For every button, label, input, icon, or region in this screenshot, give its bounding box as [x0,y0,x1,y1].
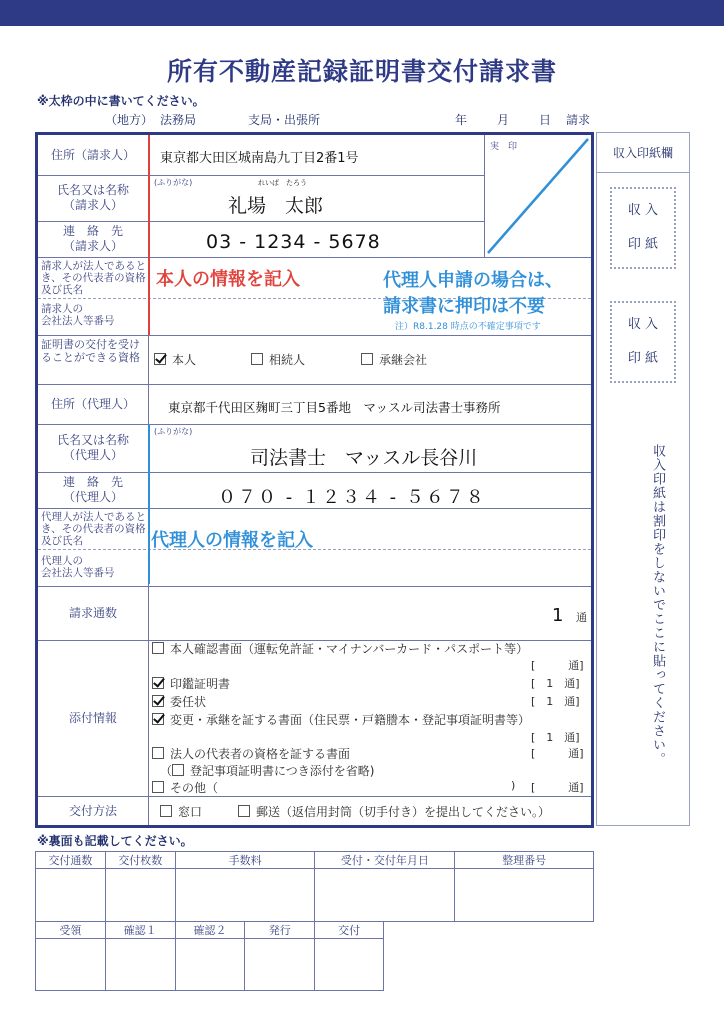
office-col-fee: 手数料 [175,852,315,869]
office-table-bottom [35,921,384,991]
top-color-bar [0,0,724,26]
office-col-received: 受領 [36,922,106,939]
copies-unit: 通 [576,611,587,624]
checkbox-icon[interactable] [152,677,164,689]
agent-annotation: 代理人の情報を記入 [151,530,313,551]
delivery-label: 交付方法 [68,804,117,818]
header-seikyu: 請求 [566,113,591,127]
requester-address-value[interactable]: 東京都大田区城南島九丁目2番1号 [160,151,359,166]
revenue-stamp-instruction: 収入印紙は割印をしないでここに貼ってください。 [650,444,665,766]
revenue-stamp-header: 収入印紙欄 [597,133,689,173]
attachment-change-count[interactable]: [ 1 通] [531,731,580,744]
header-day: 日 [539,113,552,127]
header-month: 月 [497,113,510,127]
agent-furigana-label: (ふりがな) [154,427,193,436]
back-note: ※裏面も記載してください。 [37,834,193,848]
agent-seal-note-line2: 請求書に押印は不要 [383,296,545,317]
agent-name-label: 氏名又は名称 （代理人） [56,433,129,462]
copies-label: 請求通数 [68,605,117,620]
checkbox-icon[interactable] [152,747,164,759]
requester-marker [148,135,150,335]
attachment-other-count[interactable]: [ 通] [531,781,584,794]
jitsuin-slash [484,135,591,257]
qualification-option-honnin[interactable]: 本人 [154,351,196,368]
attachment-change-proof[interactable]: 変更・承継を証する書面（住民票・戸籍謄本・登記事項証明書等） [152,711,530,728]
office-col-issue: 発行 [245,922,315,939]
header-houmukyoku: 法務局 [160,113,197,127]
qualification-option-shokei[interactable]: 承継会社 [361,351,427,368]
attachment-other[interactable]: その他（ [152,779,218,796]
revenue-stamp-box-2[interactable]: 収 入 印 紙 [610,301,676,383]
attachment-power-of-attorney[interactable]: 委任状 [152,693,206,710]
requester-name-label: 氏名又は名称 （請求人） [56,183,129,212]
form-title: 所有不動産記録証明書交付請求書 [166,57,557,86]
office-col-issued-copies: 交付通数 [36,852,106,869]
agent-corp-num-label: 代理人の 会社法人等番号 [41,555,115,579]
office-col-delivery: 交付 [315,922,384,939]
agent-seal-note-small: 注）R8.1.28 時点の不確定事項です [395,322,541,332]
checkbox-icon[interactable] [251,353,263,365]
checkbox-icon[interactable] [152,642,164,654]
checkbox-icon[interactable] [152,695,164,707]
checkbox-icon[interactable] [238,805,250,817]
attachment-seal-count[interactable]: [ 1 通] [531,677,580,690]
jitsuin-label: 実 印 [490,142,518,152]
attachments-label: 添付情報 [68,710,117,725]
requester-contact-label: 連 絡 先 （請求人） [62,224,123,253]
attachment-other-close: ) [511,779,516,792]
checkbox-icon[interactable] [172,764,184,776]
copies-value[interactable]: 1 [552,605,564,626]
requester-furigana-label: (ふりがな) [154,178,193,187]
office-col-reference-number: 整理番号 [455,852,594,869]
requester-corp-num-label: 請求人の 会社法人等番号 [41,303,115,327]
requester-annotation: 本人の情報を記入 [156,269,300,290]
checkbox-icon[interactable] [154,353,166,365]
agent-seal-note-line1: 代理人申請の場合は、 [383,270,563,291]
header-shikyoku: 支局・出張所 [248,113,321,127]
agent-name-value[interactable]: 司法書士 マッスル長谷川 [250,447,478,469]
qualification-label: 証明書の交付を受けることができる資格 [41,338,140,364]
office-col-receipt-date: 受付・交付年月日 [315,852,455,869]
requester-name-value[interactable]: 礼場 太郎 [228,195,324,217]
agent-marker [148,424,150,584]
checkbox-icon[interactable] [152,713,164,725]
header-chiho: （地方） [105,113,154,127]
agent-corp-rep-label: 代理人が法人であるとき、その代表者の資格及び氏名 [41,511,146,547]
agent-address-value[interactable]: 東京都千代田区麹町三丁目5番地 マッスル司法書士事務所 [168,400,501,415]
attachment-corp-rep-proof[interactable]: 法人の代表者の資格を証する書面 [152,745,350,762]
office-table-top [35,851,594,922]
requester-furigana-value[interactable]: れいば たろう [258,179,307,187]
agent-address-label: 住所（代理人） [50,396,135,411]
attachment-corp-rep-count[interactable]: [ 通] [531,747,584,760]
revenue-stamp-box-1[interactable]: 収 入 印 紙 [610,187,676,269]
office-col-check-2: 確認２ [175,922,245,939]
revenue-stamp-column [596,132,690,826]
requester-address-label: 住所（請求人） [50,147,135,162]
attachment-seal-certificate[interactable]: 印鑑証明書 [152,675,230,692]
requester-contact-value[interactable]: 03 - 1234 - 5678 [206,231,381,253]
agent-contact-value[interactable]: ０７０ - １２３４ - ５６７８ [218,487,486,508]
delivery-window[interactable]: 窓口 [160,803,202,820]
checkbox-icon[interactable] [152,781,164,793]
delivery-mail[interactable]: 郵送（返信用封筒（切手付き）を提出してください。） [238,803,550,820]
office-col-check-1: 確認１ [105,922,175,939]
instruction-top: ※太枠の中に書いてください。 [37,94,205,108]
checkbox-icon[interactable] [361,353,373,365]
attachment-id-document[interactable]: 本人確認書面（運転免許証・マイナンバーカード・パスポート等） [152,640,528,657]
requester-corp-rep-label: 請求人が法人であるとき、その代表者の資格及び氏名 [41,260,146,296]
attachment-id-count[interactable]: [ 通] [531,659,584,672]
office-col-issued-sheets: 交付枚数 [105,852,175,869]
qualification-option-souzokunin[interactable]: 相続人 [251,351,305,368]
attachment-omit-registry[interactable]: （ 登記事項証明書につき添付を省略) [160,764,375,778]
agent-contact-label: 連 絡 先 （代理人） [62,475,123,504]
header-year: 年 [455,113,468,127]
checkbox-icon[interactable] [160,805,172,817]
attachment-poa-count[interactable]: [ 1 通] [531,695,580,708]
